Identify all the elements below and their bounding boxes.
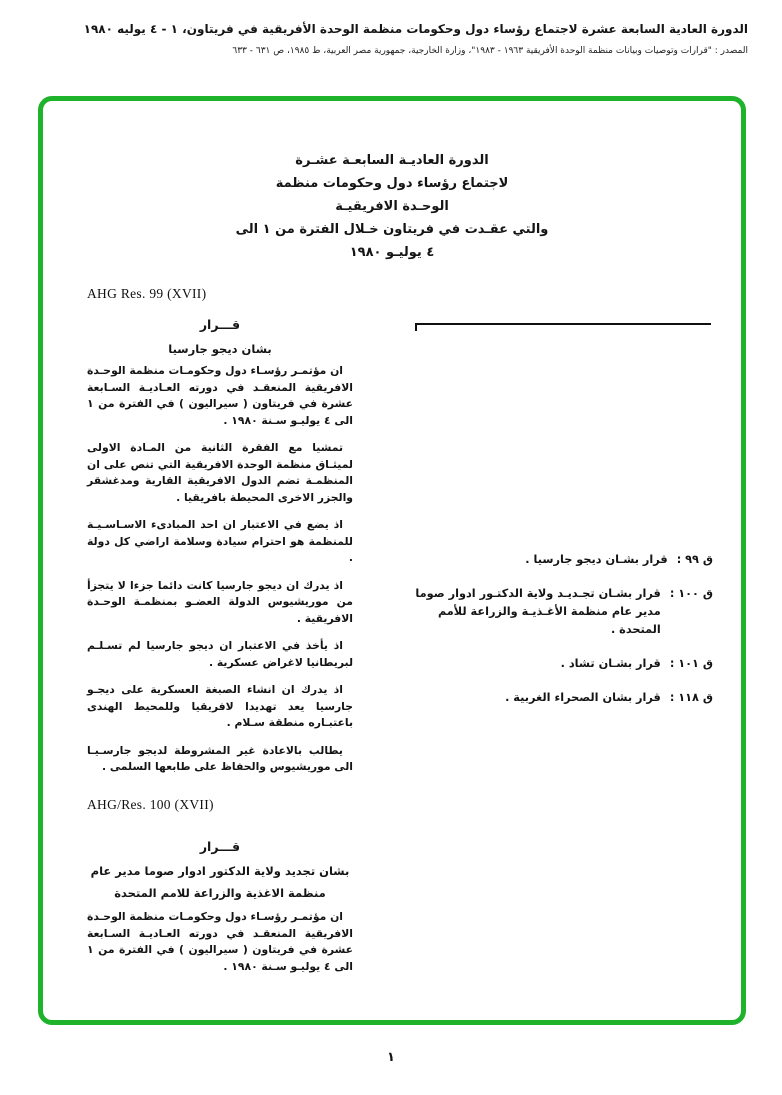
resolution-100-subtitle: بشان تجديد ولاية الدكتور ادوار صوما مدير عام bbox=[90, 864, 350, 878]
item-text: قرار بشـان ديجو جارسيا . bbox=[525, 553, 668, 566]
item-number: ق ١٠٠ : bbox=[669, 587, 713, 600]
resolution-100-body bbox=[87, 839, 353, 986]
item-text: قرار بشان الصحراء الغربية . bbox=[505, 691, 661, 704]
paragraph: يطالب بالاعادة غير المشروطة لديجو جارسـيـا الى موريشيوس والحفاظ على طابعها السلمى . bbox=[87, 743, 353, 773]
paragraph: تمشيا مع الفقرة الثانية من المـادة الاولى لميثـاق منظمة الوحدة الافريقية التي تنص على ان المنظمـة تضم الدول الافريقية القارية ومدغشقر والجزر الاخرى المحيطة بافريقيا . bbox=[87, 441, 353, 504]
paragraph: ان مؤتمـر رؤسـاء دول وحكومـات منظمة الوحـدة الافريقية المنعقـد في دورته العـاديـة السـابعة عشرة في فريتاون ( سيراليون ) في الفترة من ١ الى ٤ يوليـو سـنة ١٩٨٠ . bbox=[87, 364, 353, 427]
list-item bbox=[409, 551, 713, 569]
paragraph: اذ يأخذ في الاعتبار ان ديجو جارسيا لم تسـلـم لبريطانيا لاغراض عسكرية . bbox=[87, 639, 353, 669]
contents-list bbox=[409, 323, 713, 723]
title-line: الوحـدة الافريقيـة bbox=[335, 199, 449, 214]
document-title bbox=[43, 149, 741, 264]
item-number: ق ١٠١ : bbox=[669, 657, 713, 670]
title-line: لاجتماع رؤساء دول وحكومات منظمة bbox=[275, 176, 509, 191]
contents-items bbox=[409, 551, 713, 707]
item-number: ق ٩٩ : bbox=[676, 553, 713, 566]
header-title: الدورة العادية السابعة عشرة لاجتماع رؤساء دول وحكومات منظمة الوحدة الأفريقية في فريتاون، ١ - ٤ يوليه ١٩٨٠ bbox=[83, 22, 748, 36]
paragraph: اذ يضع في الاعتبار ان احد المبادىء الاسـاسـيـة للمنظمة هو احترام سيادة وسلامة اراضي كل دولة . bbox=[87, 518, 353, 564]
paragraph: اذ يدرك ان ديجو جارسيا كانت دائما جزءا لا يتجزأ من موريشيوس الدولة العضـو بمنظمـة الوحـدة الافريقية . bbox=[87, 578, 353, 625]
page-number: ١ bbox=[387, 1050, 395, 1065]
title-line: ٤ يوليـو ١٩٨٠ bbox=[349, 245, 435, 260]
resolution-99-body bbox=[87, 317, 353, 787]
header-source: المصدر : "قرارات وتوصيات وبيانات منظمة الوحدة الأفريقية ١٩٦٣ - ١٩٨٣"، وزارة الخارجية، جمهورية مصر العربية، ط ١٩٨٥، ص ٦٣١ - ٦٣٣ bbox=[232, 46, 748, 56]
content-frame bbox=[38, 96, 746, 1025]
list-item bbox=[409, 689, 713, 707]
divider-line bbox=[415, 323, 711, 325]
divider-tick bbox=[415, 323, 417, 331]
title-line: والتي عقـدت في فريتاون خـلال الفترة من ١ الى bbox=[235, 222, 549, 237]
page-header bbox=[30, 22, 748, 56]
resolution-100-subtitle: منظمة الاغذية والزراعة للامم المتحدة bbox=[114, 886, 326, 900]
paragraph: اذ يدرك ان انشاء الصبغة العسكرية على ديجـو جارسيا يعد تهديدا لافريقيا وللمحيط الهندى باعتبـاره منطقة سـلام . bbox=[87, 683, 353, 729]
list-item bbox=[409, 655, 713, 673]
resolution-99-subtitle: بشان ديجو جارسيا bbox=[168, 342, 272, 356]
resolution-99-heading: قـــرار bbox=[199, 317, 241, 332]
item-text: قرار بشـان تشاد . bbox=[560, 657, 661, 670]
item-number: ق ١١٨ : bbox=[669, 691, 713, 704]
item-text: قرار بشـان تجـديـد ولاية الدكتـور ادوار صوما مدير عام منظمة الأغـذيـة والزراعة للأمم المتحدة . bbox=[415, 587, 661, 636]
title-line: الدورة العاديـة السابعـة عشـرة bbox=[295, 153, 489, 168]
paragraph: ان مؤتمـر رؤسـاء دول وحكومـات منظمة الوحـدة الافريقية المنعقـد في دورته العـاديـة السـابعة عشرة في فريتاون ( سيراليون ) في الفترة من ١ الى ٤ يوليـو سـنة ١٩٨٠ . bbox=[87, 910, 353, 973]
list-item bbox=[409, 585, 713, 639]
resolution-ref-100: AHG/Res. 100 (XVII) bbox=[87, 797, 214, 812]
resolution-100-heading: قـــرار bbox=[199, 839, 241, 854]
resolution-ref-99: AHG Res. 99 (XVII) bbox=[87, 286, 207, 301]
